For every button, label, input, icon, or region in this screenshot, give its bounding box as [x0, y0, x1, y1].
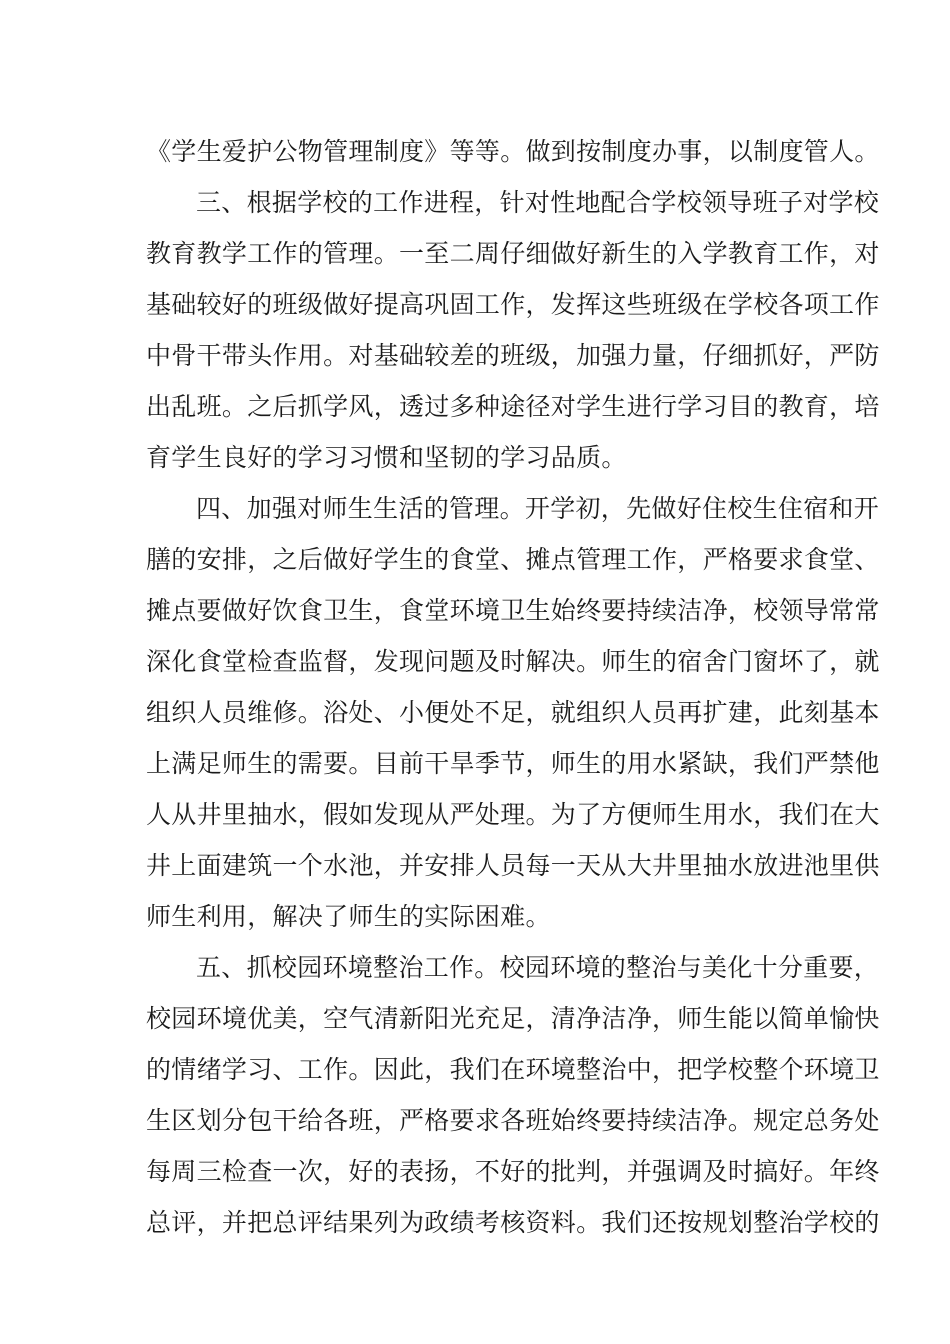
text-line: 总评，并把总评结果列为政绩考核资料。我们还按规划整治学校的: [146, 1208, 880, 1237]
text-line: 深化食堂检查监督，发现问题及时解决。师生的宿舍门窗坏了，就: [146, 647, 880, 676]
text-line: 校园环境优美，空气清新阳光充足，清净洁净，师生能以简单愉快: [146, 1004, 880, 1033]
paragraph-3-heading-line: 三、根据学校的工作进程，针对性地配合学校领导班子对学校: [196, 188, 880, 217]
text-line: 出乱班。之后抓学风，透过多种途径对学生进行学习目的教育，培: [146, 392, 880, 421]
text-line: 组织人员维修。浴处、小便处不足，就组织人员再扩建，此刻基本: [146, 698, 880, 727]
text-line: 膳的安排，之后做好学生的食堂、摊点管理工作，严格要求食堂、: [146, 545, 880, 574]
paragraph-4-heading-line: 四、加强对师生生活的管理。开学初，先做好住校生住宿和开: [196, 494, 880, 523]
text-line: 师生利用，解决了师生的实际困难。: [146, 902, 551, 931]
text-line: 生区划分包干给各班，严格要求各班始终要持续洁净。规定总务处: [146, 1106, 880, 1135]
text-line: 的情绪学习、工作。因此，我们在环境整治中，把学校整个环境卫: [146, 1055, 880, 1084]
text-line: 摊点要做好饮食卫生，食堂环境卫生始终要持续洁净，校领导常常: [146, 596, 880, 625]
text-line: 《学生爱护公物管理制度》等等。做到按制度办事，以制度管人。: [146, 137, 880, 166]
text-line: 每周三检查一次，好的表扬，不好的批判，并强调及时搞好。年终: [146, 1157, 880, 1186]
text-line: 人从井里抽水，假如发现从严处理。为了方便师生用水，我们在大: [146, 800, 880, 829]
text-line: 上满足师生的需要。目前干旱季节，师生的用水紧缺，我们严禁他: [146, 749, 880, 778]
text-line: 基础较好的班级做好提高巩固工作，发挥这些班级在学校各项工作: [146, 290, 880, 319]
text-line: 教育教学工作的管理。一至二周仔细做好新生的入学教育工作，对: [146, 239, 880, 268]
text-line: 中骨干带头作用。对基础较差的班级，加强力量，仔细抓好，严防: [146, 341, 880, 370]
text-line: 育学生良好的学习习惯和坚韧的学习品质。: [146, 443, 627, 472]
text-line: 井上面建筑一个水池，并安排人员每一天从大井里抽水放进池里供: [146, 851, 880, 880]
paragraph-5-heading-line: 五、抓校园环境整治工作。校园环境的整治与美化十分重要，: [196, 953, 880, 982]
